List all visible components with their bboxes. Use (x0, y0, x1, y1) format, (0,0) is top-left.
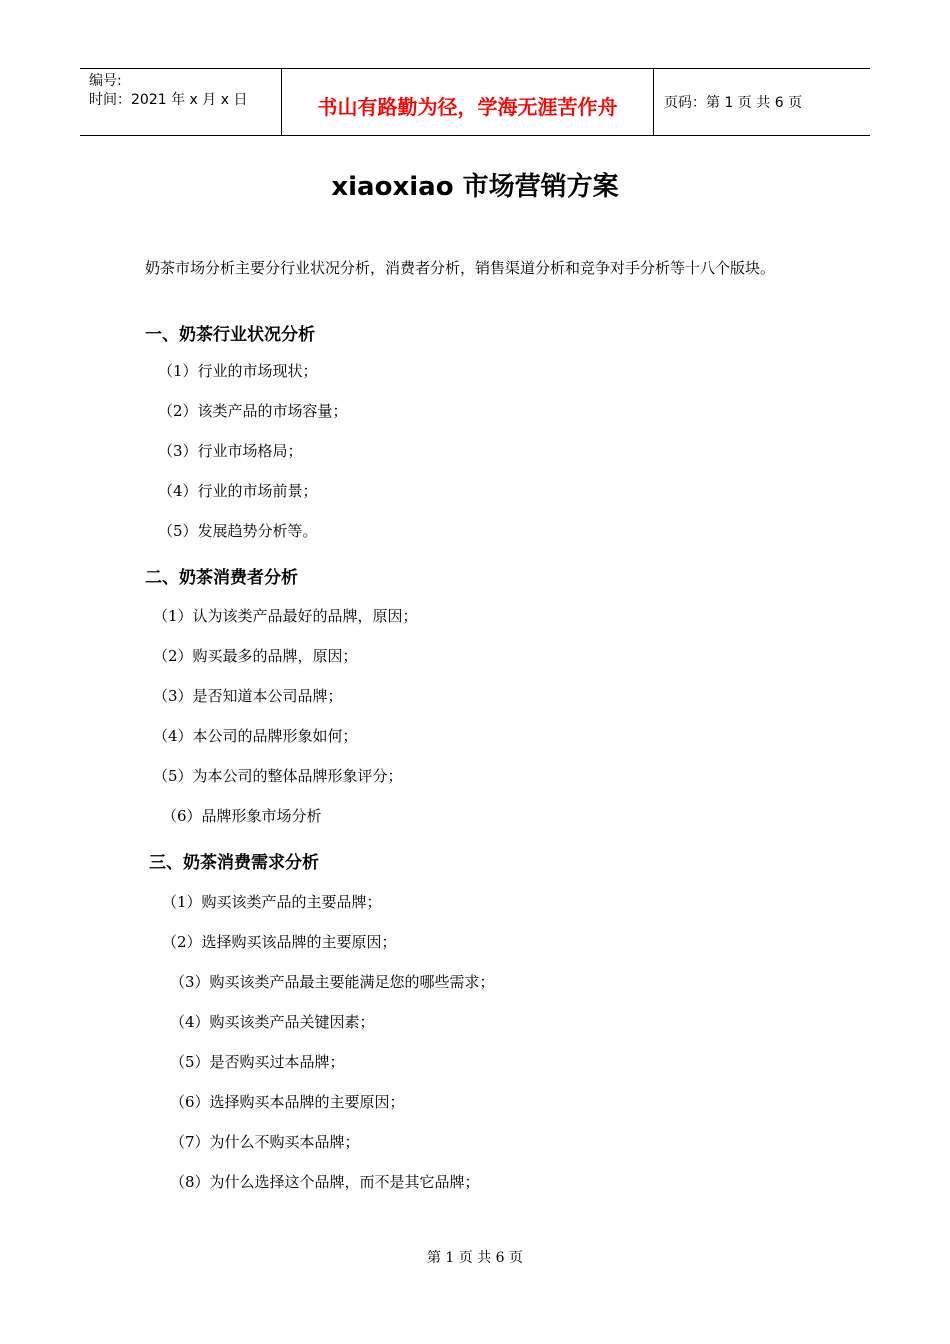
serial-number-label: 编号: (89, 73, 122, 89)
list-item: （5）发展趋势分析等。 (158, 522, 318, 540)
list-item: （1）认为该类产品最好的品牌，原因； (153, 607, 418, 625)
page-header (80, 68, 870, 136)
section-heading: 二、奶茶消费者分析 (145, 568, 298, 588)
list-item: （1）购买该类产品的主要品牌； (162, 893, 382, 911)
list-item: （4）购买该类产品关键因素； (170, 1013, 375, 1031)
list-item: （2）购买最多的品牌，原因； (153, 647, 358, 665)
list-item: （6）品牌形象市场分析 (162, 807, 322, 825)
list-item: （4）行业的市场前景； (158, 482, 318, 500)
list-item: （5）是否购买过本品牌； (170, 1053, 345, 1071)
header-motto: 书山有路勤为径，学海无涯苦作舟 (282, 69, 654, 135)
list-item: （5）为本公司的整体品牌形象评分； (153, 767, 403, 785)
header-page-info: 页码：第 1 页 共 6 页 (664, 95, 803, 111)
list-item: （3）行业市场格局； (158, 442, 303, 460)
date-label: 时间：2021 年 x 月 x 日 (89, 92, 248, 108)
list-item: （4）本公司的品牌形象如何； (153, 727, 358, 745)
intro-paragraph: 奶茶市场分析主要分行业状况分析，消费者分析，销售渠道分析和竞争对手分析等十八个版块。 (145, 259, 776, 277)
section-heading: 三、奶茶消费需求分析 (149, 853, 319, 873)
header-meta-cell (80, 69, 282, 135)
list-item: （2）该类产品的市场容量； (158, 402, 348, 420)
section-heading: 一、奶茶行业状况分析 (145, 325, 315, 345)
document-title: xiaoxiao 市场营销方案 (331, 172, 619, 202)
list-item: （2）选择购买该品牌的主要原因； (162, 933, 397, 951)
list-item: （8）为什么选择这个品牌，而不是其它品牌； (170, 1173, 480, 1191)
list-item: （3）购买该类产品最主要能满足您的哪些需求； (170, 973, 495, 991)
list-item: （6）选择购买本品牌的主要原因； (170, 1093, 405, 1111)
list-item: （7）为什么不购买本品牌； (170, 1133, 360, 1151)
list-item: （1）行业的市场现状； (158, 362, 318, 380)
list-item: （3）是否知道本公司品牌； (153, 687, 343, 705)
page-footer: 第 1 页 共 6 页 (426, 1250, 524, 1266)
